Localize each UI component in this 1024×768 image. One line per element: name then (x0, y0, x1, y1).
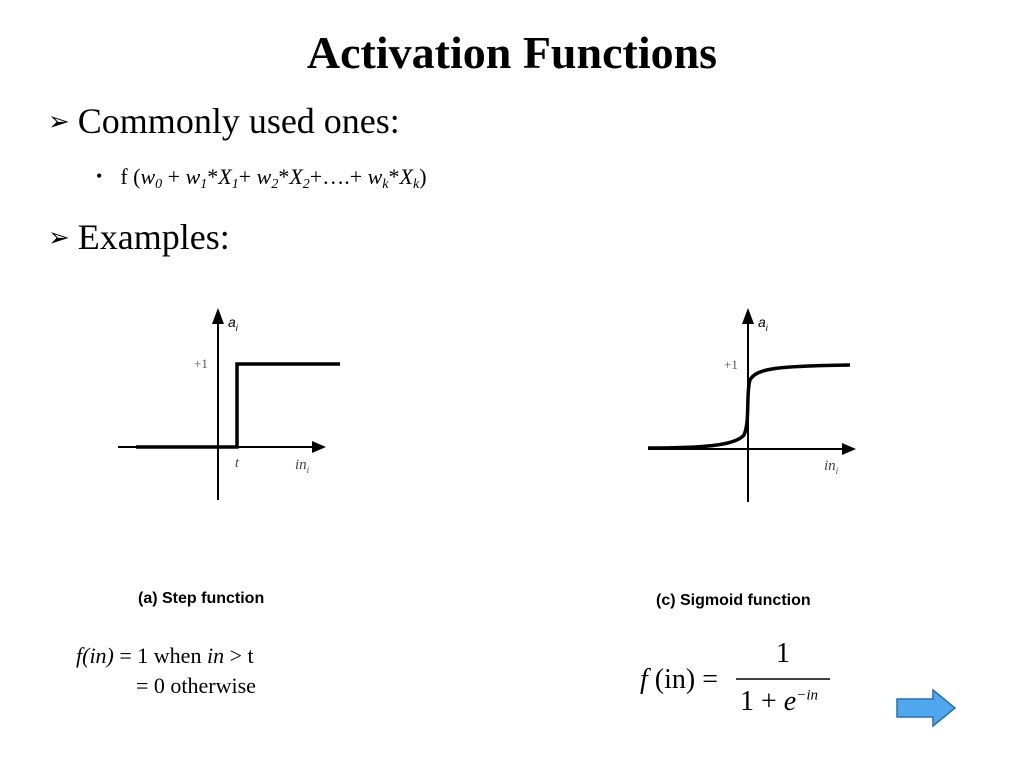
step-threshold-label: t (235, 456, 239, 471)
sigmoid-function-graph (640, 300, 880, 510)
sigmoid-x-axis-arrowhead (842, 443, 856, 455)
step-x-axis-label: $in_i$ (295, 457, 310, 475)
bullet-commonly-used (48, 100, 400, 142)
sigmoid-plus-one-label: +1 (724, 357, 738, 372)
step-x-axis-arrowhead (312, 441, 326, 453)
sigmoid-y-axis-arrowhead (742, 308, 754, 324)
sigmoid-formula-denominator: $1 + e^{-in}$ (740, 686, 819, 717)
bullet-examples-text: Examples: (77, 217, 230, 257)
sigmoid-y-axis-label: $a_i$ (758, 314, 768, 333)
slide-title: Activation Functions (306, 27, 718, 78)
step-function-caption: (a) Step function (138, 590, 265, 607)
fraction-bar (736, 677, 832, 681)
sigmoid-formula-numerator: 1 (776, 638, 790, 669)
step-formula-line-2: = 0 otherwise (136, 673, 256, 698)
step-plus-one-label: +1 (194, 356, 208, 371)
sigmoid-formula-lhs: f (in) = (640, 664, 718, 695)
bullet-commonly-used-text: Commonly used ones: (77, 101, 400, 141)
right-arrow-icon[interactable] (895, 688, 957, 728)
step-function-graph (110, 300, 350, 510)
arrowhead-bullet-icon: ➢ (48, 107, 70, 137)
step-function-curve (136, 364, 340, 447)
weighted-sum-formula: • f ($w_0 + w_1*X_1+$ $w_2*X_2+\dots.+ w_k*X_k$) (96, 164, 427, 192)
sigmoid-x-axis-label: $in_i$ (824, 458, 839, 476)
bullet-examples (48, 216, 230, 258)
step-y-axis-label: $a_i$ (228, 314, 238, 333)
step-y-axis-arrowhead (212, 308, 224, 324)
sigmoid-function-caption: (c) Sigmoid function (656, 592, 811, 609)
arrowhead-bullet-icon: ➢ (48, 223, 70, 253)
bullet-dot-icon: • (96, 166, 103, 186)
step-formula-line-1: f(in) = 1 when in > t (76, 643, 254, 668)
